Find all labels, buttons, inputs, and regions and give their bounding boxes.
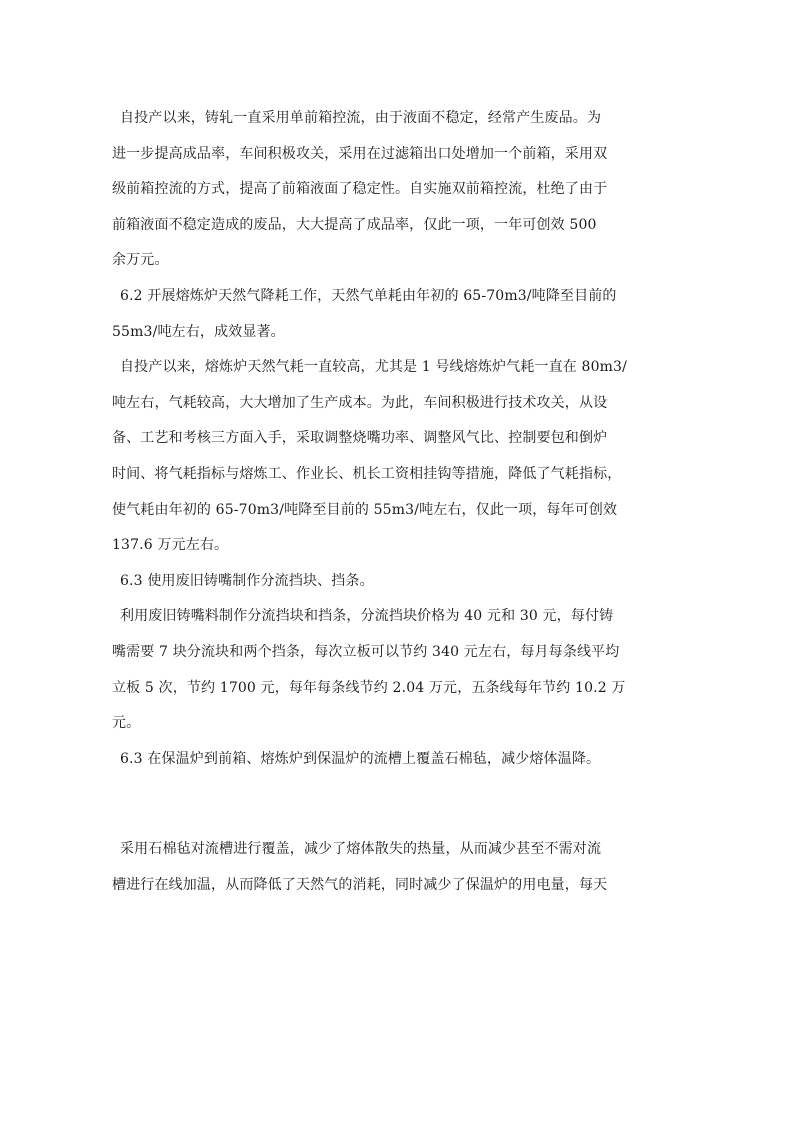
- text-line: 前箱液面不稳定造成的废品，大大提高了成品率，仅此一项，一年可创效 500: [112, 216, 597, 233]
- document-body: [112, 101, 686, 903]
- paragraph-double-front-box: [112, 101, 686, 279]
- section-heading-6-3-nozzle: [112, 564, 686, 600]
- section-heading-6-2: [112, 279, 686, 350]
- text-line: 时间、将气耗指标与熔炼工、作业长、机长工资相挂钩等措施，降低了气耗指标，: [112, 465, 622, 482]
- text-line: 备、工艺和考核三方面入手，采取调整烧嘴功率、调整风气比、控制要包和倒炉: [112, 430, 608, 447]
- text-line: 进一步提高成品率，车间积极攻关，采用在过滤箱出口处增加一个前箱，采用双: [112, 145, 608, 162]
- text-line: 吨左右，气耗较高，大大增加了生产成本。为此，车间积极进行技术攻关，从设: [112, 394, 608, 411]
- text-line: 嘴需要 7 块分流块和两个挡条，每次立板可以节约 340 元左右，每月每条线平均: [112, 643, 620, 660]
- text-line: 立板 5 次，节约 1700 元，每年每条线节约 2.04 万元，五条线每年节约 10.2 万: [112, 679, 626, 696]
- text-line: 采用石棉毡对流槽进行覆盖，减少了熔体散失的热量，从而减少甚至不需对流: [120, 841, 602, 858]
- text-line: 元。: [112, 715, 141, 732]
- text-line: 55m3/吨左右，成效显著。: [112, 323, 285, 340]
- text-line: 使气耗由年初的 65-70m3/吨降至目前的 55m3/吨左右，仅此一项，每年可创效: [112, 501, 618, 518]
- text-line: 6.3 在保温炉到前箱、熔炼炉到保温炉的流槽上覆盖石棉毡，减少熔体温降。: [120, 750, 601, 767]
- paragraph-asbestos-cover: [112, 832, 686, 903]
- text-line: 6.2 开展熔炼炉天然气降耗工作，天然气单耗由年初的 65-70m3/吨降至目前的: [120, 287, 617, 304]
- text-line: 自投产以来，熔炼炉天然气耗一直较高，尤其是 1 号线熔炼炉气耗一直在 80m3/: [120, 359, 627, 376]
- text-line: 利用废旧铸嘴料制作分流挡块和挡条，分流挡块价格为 40 元和 30 元，每付铸: [120, 608, 614, 625]
- text-line: 级前箱控流的方式，提高了前箱液面了稳定性。自实施双前箱控流，杜绝了由于: [112, 181, 608, 198]
- section-heading-6-3-asbestos: [112, 742, 686, 778]
- paragraph-gap: [112, 777, 686, 832]
- text-line: 6.3 使用废旧铸嘴制作分流挡块、挡条。: [120, 572, 374, 589]
- text-line: 自投产以来，铸轧一直采用单前箱控流，由于液面不稳定，经常产生废品。为: [120, 110, 602, 126]
- text-line: 余万元。: [112, 252, 169, 269]
- text-line: 137.6 万元左右。: [112, 537, 229, 554]
- paragraph-gas-consumption: [112, 350, 686, 564]
- paragraph-nozzle-reuse: [112, 599, 686, 741]
- text-line: 槽进行在线加温，从而降低了天然气的消耗，同时减少了保温炉的用电量，每天: [112, 876, 608, 893]
